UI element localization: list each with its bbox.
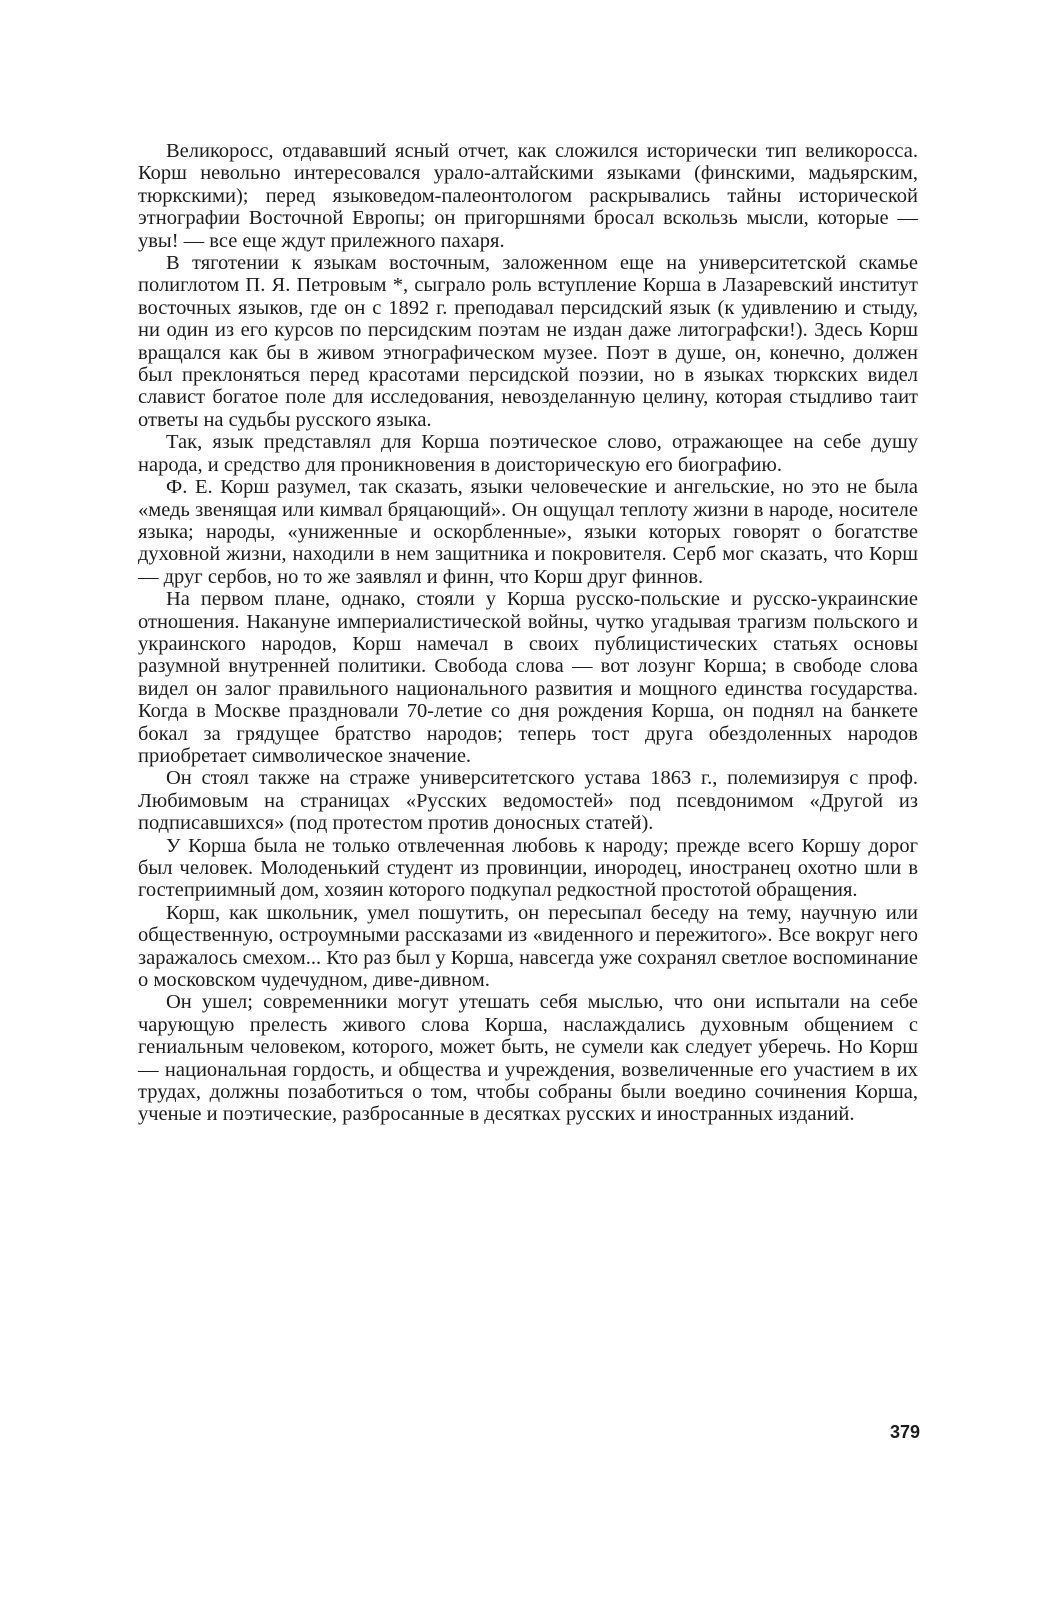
paragraph-5: На первом плане, однако, стояли у Корша русско-польские и русско-украинские отношения. Накануне империалистической войны, чутко угадывая трагизм польского и украинского народов, Корш намечал в своих публицистических статьях основы разумной внутренней политики. Свобода слова — вот лозунг Корша; в свободе слова видел он залог правильного национального развития и мощного единства государства. Когда в Москве праздновали 70-летие со дня рождения Корша, он поднял на банкете бокал за грядущее братство народов; теперь тост друга обездоленных народов приобретает символическое значение.	[138, 588, 918, 767]
paragraph-6: Он стоял также на страже университетского устава 1863 г., полемизируя с проф. Любимовым на страницах «Русских ведомостей» под псевдонимом «Другой из подписавшихся» (под протестом против доносных статей).	[138, 767, 918, 835]
paragraph-2: В тяготении к языкам восточным, заложенном еще на университетской скамье полиглотом П. Я. Петровым *, сыграло роль вступление Корша в Лазаревский институт восточных языков, где он с 1892 г. преподавал персидский язык (к удивлению и стыду, ни один из его курсов по персидским поэтам не издан даже литографски!). Здесь Корш вращался как бы в живом этнографическом музее. Поэт в душе, он, конечно, должен был преклоняться перед красотами персидской поэзии, но в языках тюркских видел славист богатое поле для исследования, невозделанную целину, которая стыдливо таит ответы на судьбы русского языка.	[138, 252, 918, 431]
paragraph-7: У Корша была не только отвлеченная любовь к народу; прежде всего Коршу дорог был человек. Молоденький студент из провинции, инородец, иностранец охотно шли в гостеприимный дом, хозяин которого подкупал редкостной простотой обращения.	[138, 834, 918, 902]
paragraph-4: Ф. Е. Корш разумел, так сказать, языки человеческие и ангельские, но это не была «медь звенящая или кимвал бряцающий». Он ощущал теплоту жизни в народе, носителе языка; народы, «униженные и оскорбленные», языки которых говорят о богатстве духовной жизни, находили в нем защитника и покровителя. Серб мог сказать, что Корш — друг сербов, но то же заявлял и финн, что Корш друг финнов.	[138, 476, 918, 588]
paragraph-8: Корш, как школьник, умел пошутить, он пересыпал беседу на тему, научную или общественную, остроумными рассказами из «виденного и пережитого». Все вокруг него заражалось смехом... Кто раз был у Корша, навсегда уже сохранял светлое воспоминание о московском чудечудном, диве-дивном.	[138, 901, 918, 992]
paragraph-9: Он ушел; современники могут утешать себя мыслью, что они испытали на себе чарующую прелесть живого слова Корша, наслаждались духовным общением с гениальным человеком, которого, может быть, не сумели как следует уберечь. Но Корш — национальная гордость, и общества и учреждения, возвеличенные его участием в их трудах, должны позаботиться о том, чтобы собраны были воедино сочинения Корша, ученые и поэтические, разбросанные в десятках русских и иностранных изданий.	[138, 991, 918, 1126]
paragraph-1: Великоросс, отдававший ясный отчет, как сложился исторически тип великоросса. Корш невольно интересовался урало-алтайскими языками (финскими, мадьярским, тюркскими); перед языковедом-палеонтологом раскрывались тайны исторической этнографии Восточной Европы; он пригоршнями бросал вскользь мысли, которые — увы! — все еще ждут прилежного пахаря.	[138, 140, 918, 252]
page-number: 379	[889, 1422, 920, 1442]
page-body	[138, 140, 918, 1126]
paragraph-3: Так, язык представлял для Корша поэтическое слово, отражающее на себе душу народа, и средство для проникновения в доисторическую его биографию.	[138, 431, 918, 476]
